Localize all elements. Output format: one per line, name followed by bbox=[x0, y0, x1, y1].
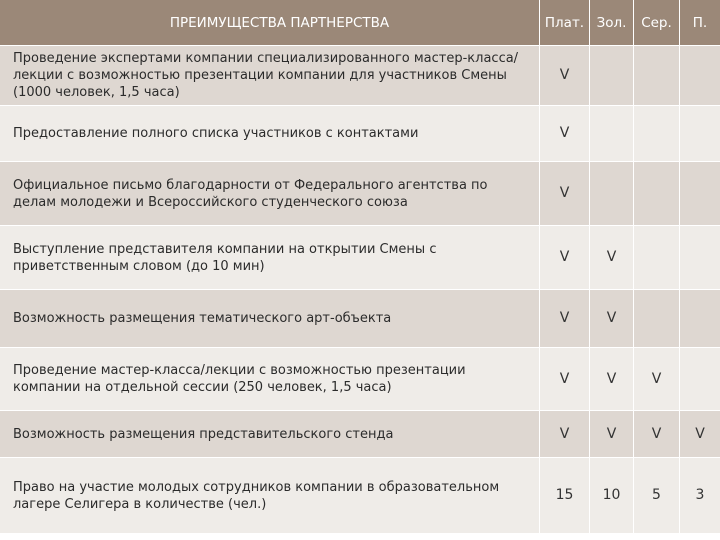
benefit-description: Официальное письмо благодарности от Федерального агентства по делам молодежи и Всероссийского студенческого союза bbox=[0, 162, 540, 226]
partner-cell bbox=[680, 46, 720, 106]
silver-column-header: Сер. bbox=[634, 0, 680, 46]
table-row bbox=[0, 46, 720, 106]
header-row bbox=[0, 0, 720, 46]
benefit-description: Проведение экспертами компании специализированного мастер-класса/лекции с возможностью презентации компании для участников Смены (1000 человек, 1,5 часа) bbox=[0, 46, 540, 106]
table-row bbox=[0, 162, 720, 226]
partner-column-header: П. bbox=[680, 0, 720, 46]
gold-cell: V bbox=[590, 290, 634, 348]
partner-cell bbox=[680, 162, 720, 226]
table-row bbox=[0, 226, 720, 290]
platinum-cell: V bbox=[540, 348, 590, 411]
benefit-description: Выступление представителя компании на открытии Смены с приветственным словом (до 10 мин) bbox=[0, 226, 540, 290]
table-row bbox=[0, 290, 720, 348]
platinum-cell: V bbox=[540, 411, 590, 458]
gold-cell bbox=[590, 106, 634, 162]
partner-cell: V bbox=[680, 411, 720, 458]
gold-cell: V bbox=[590, 226, 634, 290]
platinum-column-header: Плат. bbox=[540, 0, 590, 46]
silver-cell bbox=[634, 226, 680, 290]
silver-cell bbox=[634, 162, 680, 226]
silver-cell: V bbox=[634, 411, 680, 458]
partner-cell bbox=[680, 290, 720, 348]
benefit-description: Возможность размещения тематического арт-объекта bbox=[0, 290, 540, 348]
partner-cell: 3 bbox=[680, 458, 720, 534]
table-row bbox=[0, 458, 720, 534]
gold-cell: 10 bbox=[590, 458, 634, 534]
platinum-cell: V bbox=[540, 106, 590, 162]
silver-cell bbox=[634, 290, 680, 348]
platinum-cell: V bbox=[540, 46, 590, 106]
partner-cell bbox=[680, 106, 720, 162]
silver-cell: 5 bbox=[634, 458, 680, 534]
platinum-cell: V bbox=[540, 226, 590, 290]
benefit-description: Предоставление полного списка участников с контактами bbox=[0, 106, 540, 162]
platinum-cell: V bbox=[540, 162, 590, 226]
platinum-cell: V bbox=[540, 290, 590, 348]
partner-cell bbox=[680, 348, 720, 411]
gold-cell: V bbox=[590, 411, 634, 458]
gold-cell: V bbox=[590, 348, 634, 411]
silver-cell: V bbox=[634, 348, 680, 411]
gold-column-header: Зол. bbox=[590, 0, 634, 46]
table-row bbox=[0, 411, 720, 458]
benefit-description: Возможность размещения представительского стенда bbox=[0, 411, 540, 458]
benefits-column-header: ПРЕИМУЩЕСТВА ПАРТНЕРСТВА bbox=[0, 0, 540, 46]
silver-cell bbox=[634, 106, 680, 162]
benefit-description: Право на участие молодых сотрудников компании в образовательном лагере Селигера в количестве (чел.) bbox=[0, 458, 540, 534]
silver-cell bbox=[634, 46, 680, 106]
platinum-cell: 15 bbox=[540, 458, 590, 534]
gold-cell bbox=[590, 162, 634, 226]
table-row bbox=[0, 348, 720, 411]
table-row bbox=[0, 106, 720, 162]
gold-cell bbox=[590, 46, 634, 106]
benefit-description: Проведение мастер-класса/лекции с возможностью презентации компании на отдельной сессии (250 человек, 1,5 часа) bbox=[0, 348, 540, 411]
partner-cell bbox=[680, 226, 720, 290]
